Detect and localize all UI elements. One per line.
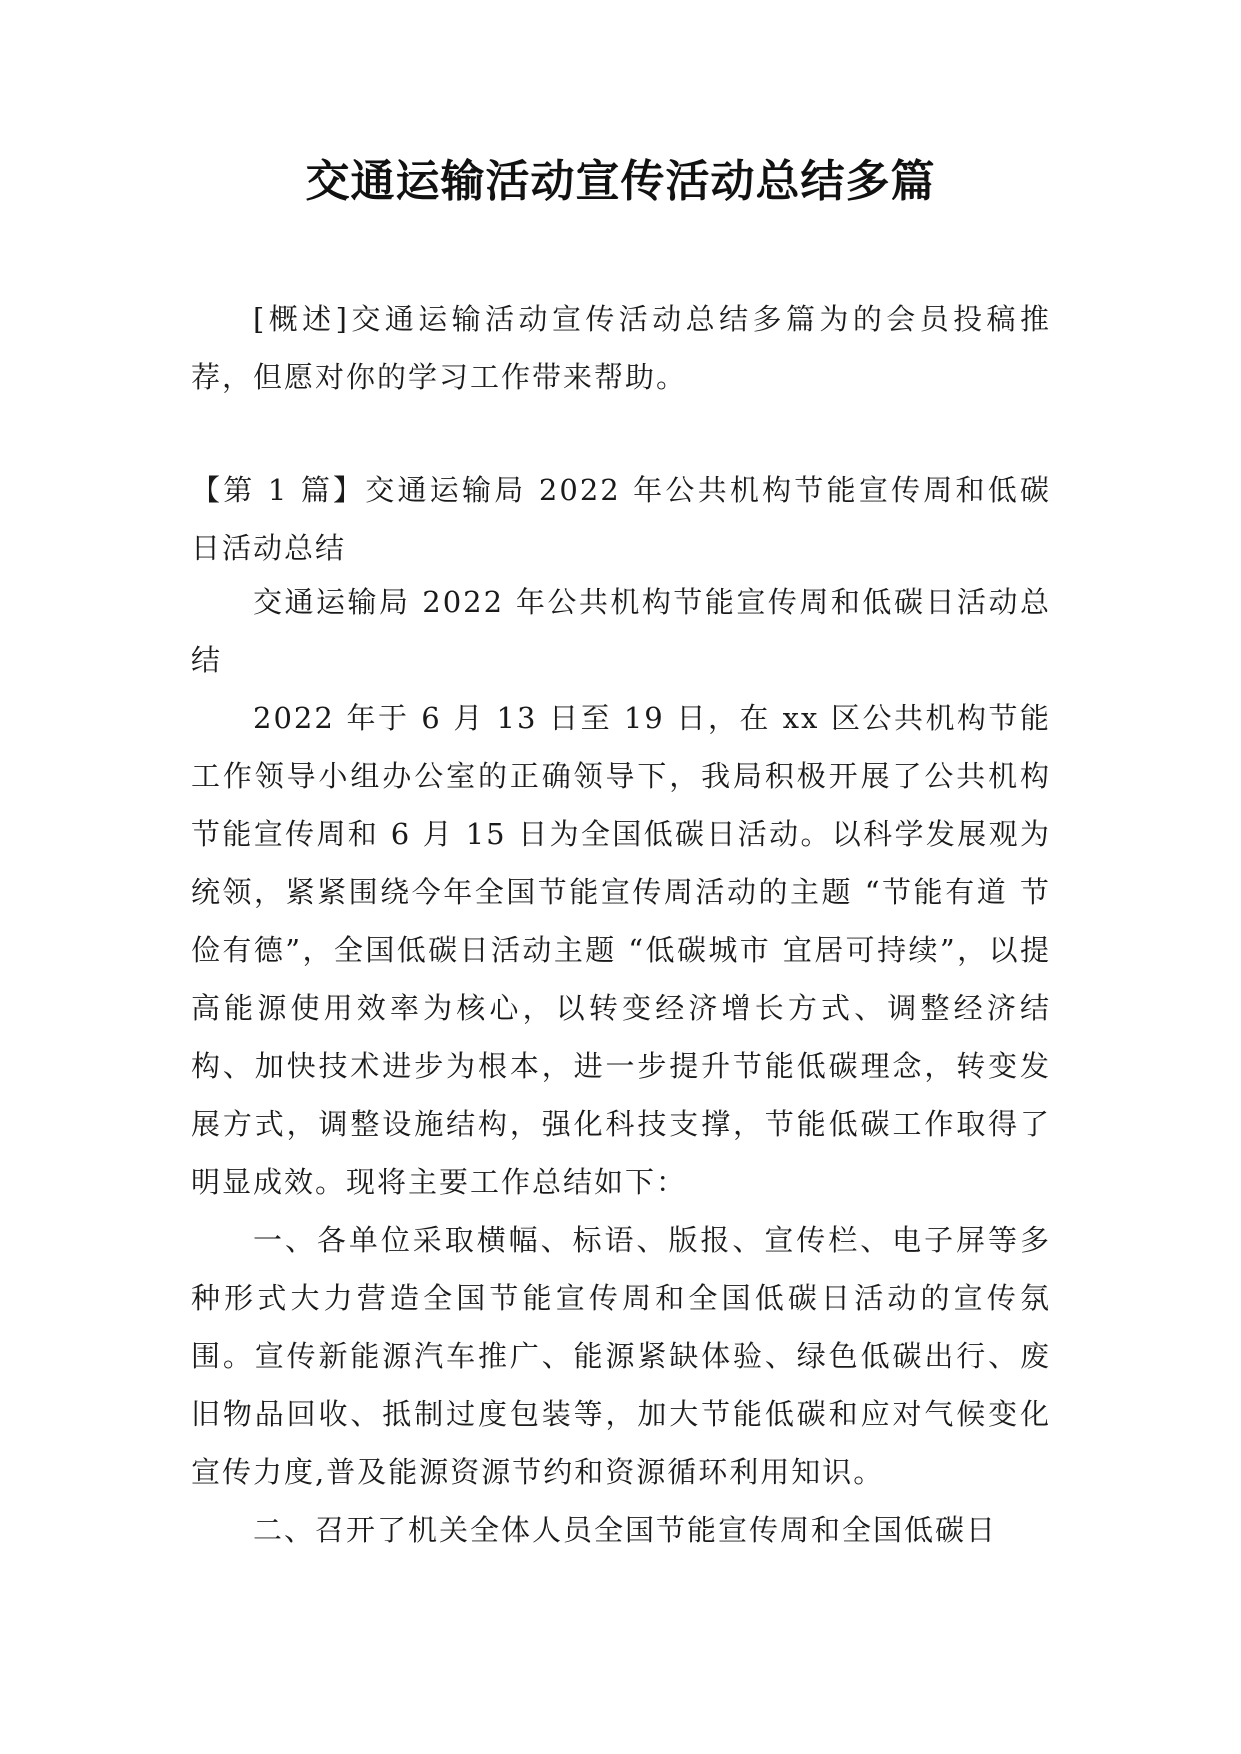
body-paragraph: 交通运输局 2022 年公共机构节能宣传周和低碳日活动总结 — [191, 585, 1051, 677]
summary-paragraph: [概述]交通运输活动宣传活动总结多篇为的会员投稿推荐，但愿对你的学习工作带来帮助。 — [191, 302, 1051, 394]
body-paragraph: 二、召开了机关全体人员全国节能宣传周和全国低碳日 — [253, 1513, 998, 1547]
chapter-heading-text: 【第 1 篇】交通运输局 2022 年公共机构节能宣传周和低碳日活动总结 — [191, 473, 1051, 565]
document-summary — [191, 290, 1051, 406]
chapter-heading — [191, 461, 1051, 577]
document-title: 交通运输活动宣传活动总结多篇 — [305, 156, 936, 207]
body-paragraph: 2022 年于 6 月 13 日至 19 日，在 xx 区公共机构节能工作领导小组办公室的正确领导下，我局积极开展了公共机构节能宣传周和 6 月 15 日为全国低碳日活动。以科学发展观为统领，紧紧围绕今年全国节能宣传周活动的主题 “节能有道 节俭有德”，全国低碳日活动主题 “低碳城市 宜居可持续”，以提高能源使用效率为核心，以转变经济增长方式、调整经济结构、加快技术进步为根本，进一步提升节能低碳理念，转变发展方式，调整设施结构，强化科技支撑，节能低碳工作取得了明显成效。现将主要工作总结如下： — [191, 701, 1051, 1199]
chapter-body — [191, 573, 1051, 1559]
body-paragraph: 一、各单位采取横幅、标语、版报、宣传栏、电子屏等多种形式大力营造全国节能宣传周和全国低碳日活动的宣传氛围。宣传新能源汽车推广、能源紧缺体验、绿色低碳出行、废旧物品回收、抵制过度包装等，加大节能低碳和应对气候变化宣传力度,普及能源资源节约和资源循环利用知识。 — [191, 1223, 1051, 1489]
